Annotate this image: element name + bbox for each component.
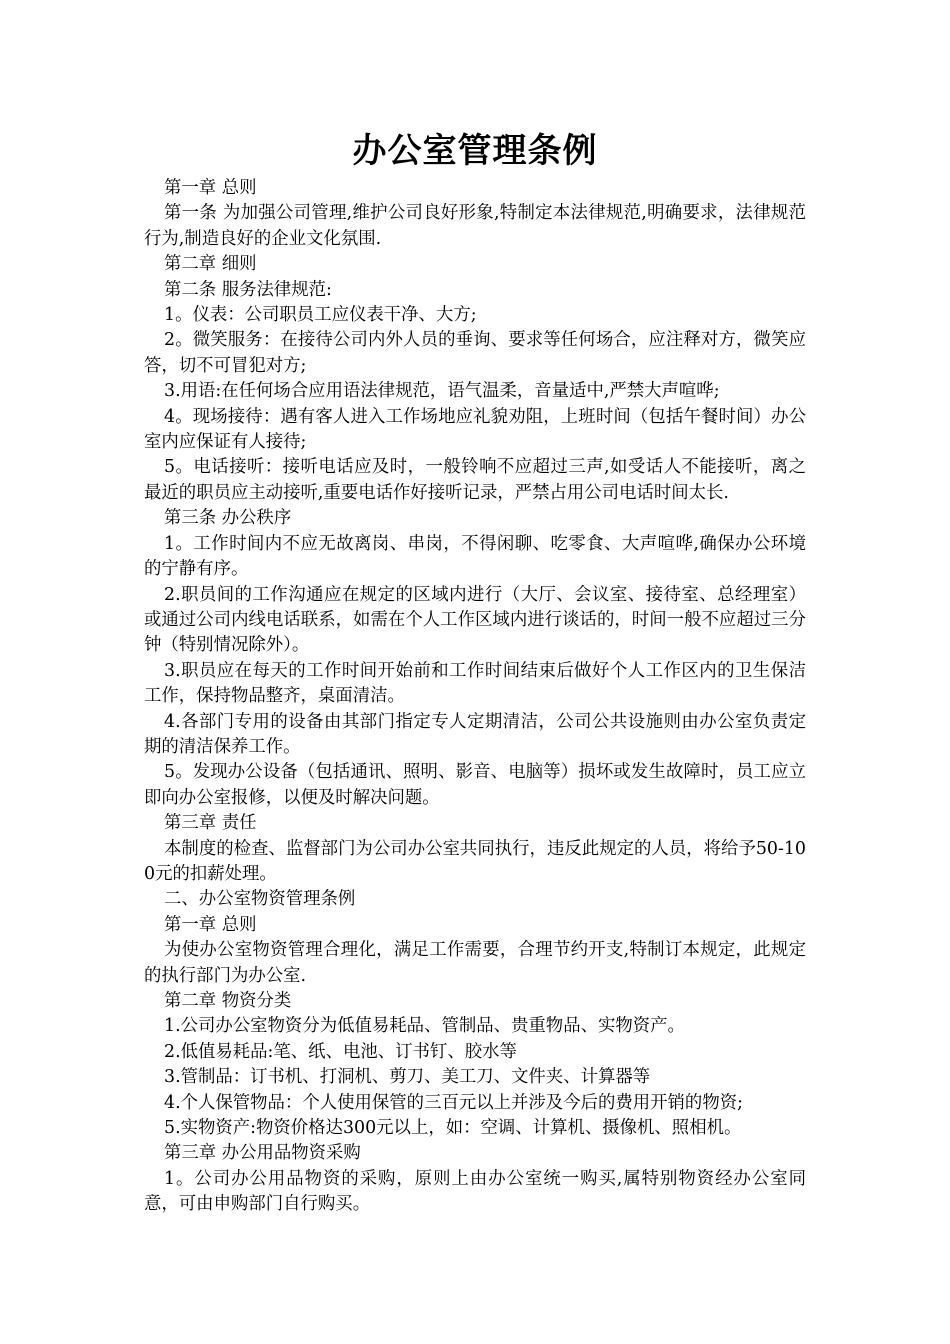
- paragraph: 4.个人保管物品：个人使用保管的三百元以上并涉及今后的费用开销的物资;: [164, 1092, 743, 1113]
- paragraph: 二、办公室物资管理条例: [164, 889, 356, 910]
- paragraph: 5。发现办公设备（包括通讯、照明、影音、电脑等）损坏或发生故障时，员工应立即向办公室报修，以便及时解决问题。: [144, 762, 806, 808]
- paragraph: 本制度的检查、监督部门为公司办公室共同执行，违反此规定的人员，将给予50-100元的扣薪处理。: [144, 838, 806, 884]
- paragraph: 1.公司办公室物资分为低值易耗品、管制品、贵重物品、实物资产。: [164, 1016, 685, 1037]
- paragraph: 1。仪表：公司职员工应仪表干净、大方;: [164, 305, 477, 326]
- paragraph: 2。微笑服务：在接待公司内外人员的垂询、要求等任何场合，应注释对方，微笑应答，切不可冒犯对方;: [144, 330, 806, 376]
- paragraph: 1。公司办公用品物资的采购，原则上由办公室统一购买,属特别物资经办公室同意，可由申购部门自行购买。: [144, 1168, 806, 1215]
- paragraph: 3.管制品：订书机、打洞机、剪刀、美工刀、文件夹、计算器等: [164, 1067, 651, 1088]
- paragraph: 2.低值易耗品:笔、纸、电池、订书钉、胶水等: [164, 1041, 517, 1062]
- paragraph: 3.用语:在任何场合应用语法律规范，语气温柔，音量适中,严禁大声喧哗;: [164, 381, 720, 402]
- paragraph: 1。工作时间内不应无故离岗、串岗，不得闲聊、吃零食、大声喧哗,确保办公环境的宁静有序。: [144, 533, 806, 580]
- paragraph: 第三条 办公秩序: [164, 508, 292, 529]
- document-title: 办公室管理条例: [352, 131, 598, 171]
- paragraph: 3.职员应在每天的工作时间开始前和工作时间结束后做好个人工作区内的卫生保洁工作，保持物品整齐，桌面清洁。: [144, 660, 806, 707]
- document-body: [144, 176, 806, 1218]
- paragraph: 第三章 办公用品物资采购: [164, 1143, 361, 1164]
- paragraph: 2.职员间的工作沟通应在规定的区域内进行（大厅、会议室、接待室、总经理室）或通过公司内线电话联系，如需在个人工作区域内进行谈话的，时间一般不应超过三分钟（特别情况除外）。: [144, 584, 806, 656]
- paragraph: 5.实物资产:物资价格达300元以上，如：空调、计算机、摄像机、照相机。: [164, 1118, 742, 1139]
- paragraph: 第二条 服务法律规范:: [164, 279, 332, 300]
- paragraph: 第三章 责任: [164, 813, 257, 834]
- paragraph: 第二章 细则: [164, 254, 257, 275]
- paragraph: 4.各部门专用的设备由其部门指定专人定期清洁，公司公共设施则由办公室负责定期的清洁保养工作。: [144, 711, 806, 757]
- paragraph: 第一章 总则: [164, 914, 257, 935]
- paragraph: 第一条 为加强公司管理,维护公司良好形象,特制定本法律规范,明确要求，法律规范行为,制造良好的企业文化氛围.: [144, 203, 806, 249]
- paragraph: 4。现场接待：遇有客人进入工作场地应礼貌劝阻，上班时间（包括午餐时间）办公室内应保证有人接待;: [144, 406, 806, 453]
- document-page: [144, 128, 806, 1218]
- paragraph: 第二章 物资分类: [164, 991, 292, 1011]
- paragraph: 第一章 总则: [164, 178, 257, 198]
- paragraph: 5。电话接听：接听电话应及时，一般铃响不应超过三声,如受话人不能接听，离之最近的职员应主动接听,重要电话作好接听记录，严禁占用公司电话时间太长.: [144, 457, 806, 503]
- paragraph: 为使办公室物资管理合理化，满足工作需要，合理节约开支,特制订本规定，此规定的执行部门为办公室.: [144, 940, 806, 986]
